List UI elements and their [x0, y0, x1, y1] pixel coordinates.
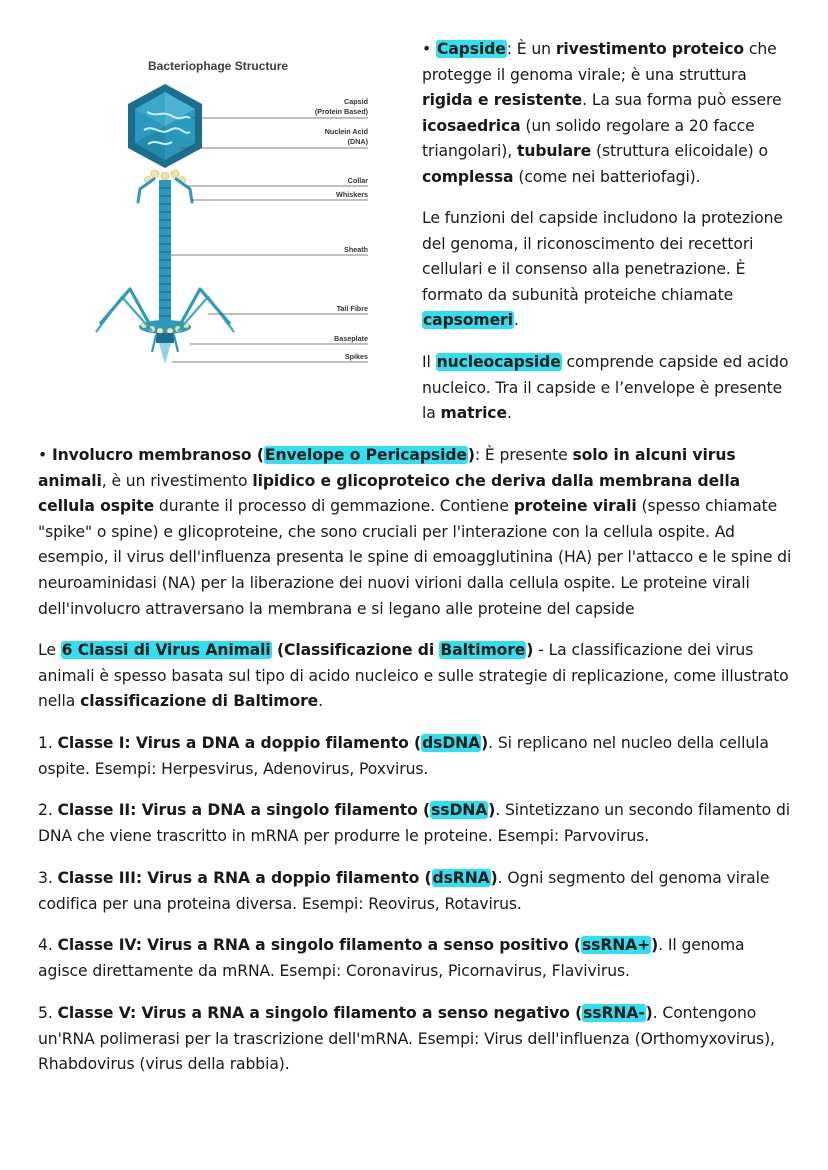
- involucro-paragraph: [38, 443, 794, 622]
- bold-text: solo in alcuni virus animali: [38, 446, 736, 490]
- bullet: •: [422, 40, 432, 58]
- text: , è un rivestimento: [101, 471, 253, 490]
- label-nucleic: Nuclein Acid: [324, 127, 368, 136]
- text: (un solido regolare a 20 facce triangolari),: [422, 116, 755, 161]
- bold-text: complessa: [422, 167, 514, 186]
- class-code: ssRNA+: [581, 936, 651, 954]
- nucleocapside-term: nucleocapside: [436, 353, 561, 371]
- sheath-illustration: [159, 180, 171, 322]
- capside-paragraph: [422, 37, 794, 191]
- label-capsid-sub: (Protein Based): [314, 107, 368, 116]
- list-item: [38, 798, 794, 849]
- bold-text: ): [467, 446, 475, 464]
- label-baseplate: Baseplate: [334, 334, 368, 343]
- envelope-term: Envelope o Pericapside: [264, 446, 467, 464]
- bold-text: matrice: [440, 404, 507, 423]
- list-number: 1.: [38, 734, 58, 752]
- text: (struttura elicoidale) o: [591, 142, 768, 161]
- funzioni-paragraph: [422, 206, 794, 334]
- bold-text: rivestimento proteico: [555, 40, 744, 58]
- bold-text: classificazione di Baltimore: [80, 692, 319, 711]
- class-title: Classe I: Virus a DNA a doppio filamento (: [57, 734, 422, 752]
- bold-text: ): [490, 869, 498, 887]
- text: (spesso chiamate "spike" o spine) e glicoproteine, che sono cruciali per l'interazione con la cellula ospite. Ad esempio, il virus dell'influenza presenta le spine di emoagglutinina (HA) per l'attacco e le spine di neuroaminidasi (NA) per la liberazione dei nuovi virioni dalla cellula ospite. Le proteine virali dell'involucro attraversano la membrana e si legano alle proteine del capside: [38, 497, 792, 618]
- bold-text: ): [526, 641, 534, 659]
- capside-term: Capside: [436, 40, 506, 58]
- list-number: 5.: [38, 1004, 58, 1022]
- class-code: ssRNA-: [583, 1004, 645, 1022]
- bold-text: ): [481, 734, 489, 752]
- label-tail-fibre: Tail Fibre: [336, 304, 368, 313]
- list-number: 4.: [38, 936, 58, 954]
- bold-text: rigida e resistente: [422, 91, 583, 110]
- text: .: [318, 692, 323, 711]
- bold-text: (Classificazione di: [271, 641, 440, 659]
- capsomeri-term: capsomeri: [423, 311, 513, 330]
- class-title: Classe III: Virus a RNA a doppio filamento (: [57, 869, 432, 887]
- bold-text: tubulare: [516, 142, 592, 161]
- class-code: dsRNA: [432, 869, 490, 887]
- text: Le funzioni del capside includono la protezione del genoma, il riconoscimento dei recettori cellulari e il consenso alla penetrazione. È formato da subunità proteiche chiamate: [422, 209, 783, 304]
- text: .: [506, 404, 512, 423]
- classi-term: 6 Classi di Virus Animali: [61, 641, 271, 659]
- classi-paragraph: [38, 638, 794, 715]
- figure-title: Bacteriophage Structure: [148, 59, 289, 73]
- text: . Sintetizzano un secondo filamento di DNA che viene trascritto in mRNA per produrre le proteine. Esempi: Parvovirus.: [38, 801, 790, 845]
- text: . Il genoma agisce direttamente da mRNA. Esempi: Coronavirus, Picornavirus, Flavivirus.: [38, 936, 745, 980]
- text: : È presente: [474, 446, 573, 464]
- text: . La sua forma può essere: [582, 91, 782, 110]
- bold-text: ): [488, 801, 496, 819]
- bold-text: ): [651, 936, 659, 954]
- text: Il: [422, 353, 436, 371]
- list-number: 3.: [38, 869, 58, 887]
- bold-text: ): [645, 1004, 653, 1022]
- text: durante il processo di gemmazione. Contiene: [154, 497, 514, 516]
- capsid-illustration: [128, 84, 202, 168]
- text: (come nei batteriofagi).: [513, 167, 701, 186]
- bacteriophage-figure: [92, 52, 382, 382]
- label-nucleic-sub: (DNA): [347, 137, 368, 146]
- label-sheath: Sheath: [344, 245, 368, 254]
- text: . Si replicano nel nucleo della cellula ospite. Esempi: Herpesvirus, Adenovirus, Poxvirus.: [38, 734, 769, 778]
- text: . Contengono un'RNA polimerasi per la trascrizione dell'mRNA. Esempi: Virus dell'influenza (Orthomyxovirus), Rhabdovirus (virus della rabbia).: [38, 1004, 775, 1074]
- text: . Ogni segmento del genoma virale codifica per una proteina diversa. Esempi: Reovirus, Rotavirus.: [38, 869, 770, 913]
- nucleocapside-paragraph: [422, 350, 794, 427]
- label-collar: Collar: [347, 176, 368, 185]
- text: : È un: [506, 40, 556, 58]
- class-title: Classe II: Virus a DNA a singolo filamento (: [57, 801, 431, 819]
- label-whiskers: Whiskers: [336, 190, 368, 199]
- baltimore-term: Baltimore: [440, 641, 526, 659]
- bold-text: icosaedrica: [422, 116, 521, 135]
- class-title: Classe IV: Virus a RNA a singolo filamento a senso positivo (: [57, 936, 581, 954]
- class-code: dsDNA: [422, 734, 481, 752]
- class-code: ssDNA: [431, 801, 488, 819]
- bullet: •: [38, 446, 48, 464]
- bold-text: proteine virali: [513, 497, 637, 516]
- list-item: [38, 1001, 794, 1078]
- text: comprende capside ed acido nucleico. Tra il capside e l’envelope è presente la: [422, 353, 789, 423]
- label-spikes: Spikes: [344, 352, 368, 361]
- label-capsid: Capsid: [344, 97, 368, 106]
- class-title: Classe V: Virus a RNA a singolo filamento a senso negativo (: [57, 1004, 583, 1022]
- list-item: [38, 731, 794, 782]
- text: che protegge il genoma virale; è una struttura: [422, 40, 777, 84]
- list-item: [38, 866, 794, 917]
- text: .: [513, 311, 519, 330]
- bold-text: Involucro membranoso (: [51, 446, 264, 464]
- list-number: 2.: [38, 801, 58, 819]
- text: - La classificazione dei virus animali è spesso basata sul tipo di acido nucleico e sulle strategie di replicazione, come illustrato nella: [38, 641, 789, 711]
- bold-text: lipidico e glicoproteico che deriva dalla membrana della cellula ospite: [38, 471, 740, 516]
- text: Le: [38, 641, 61, 659]
- list-item: [38, 933, 794, 984]
